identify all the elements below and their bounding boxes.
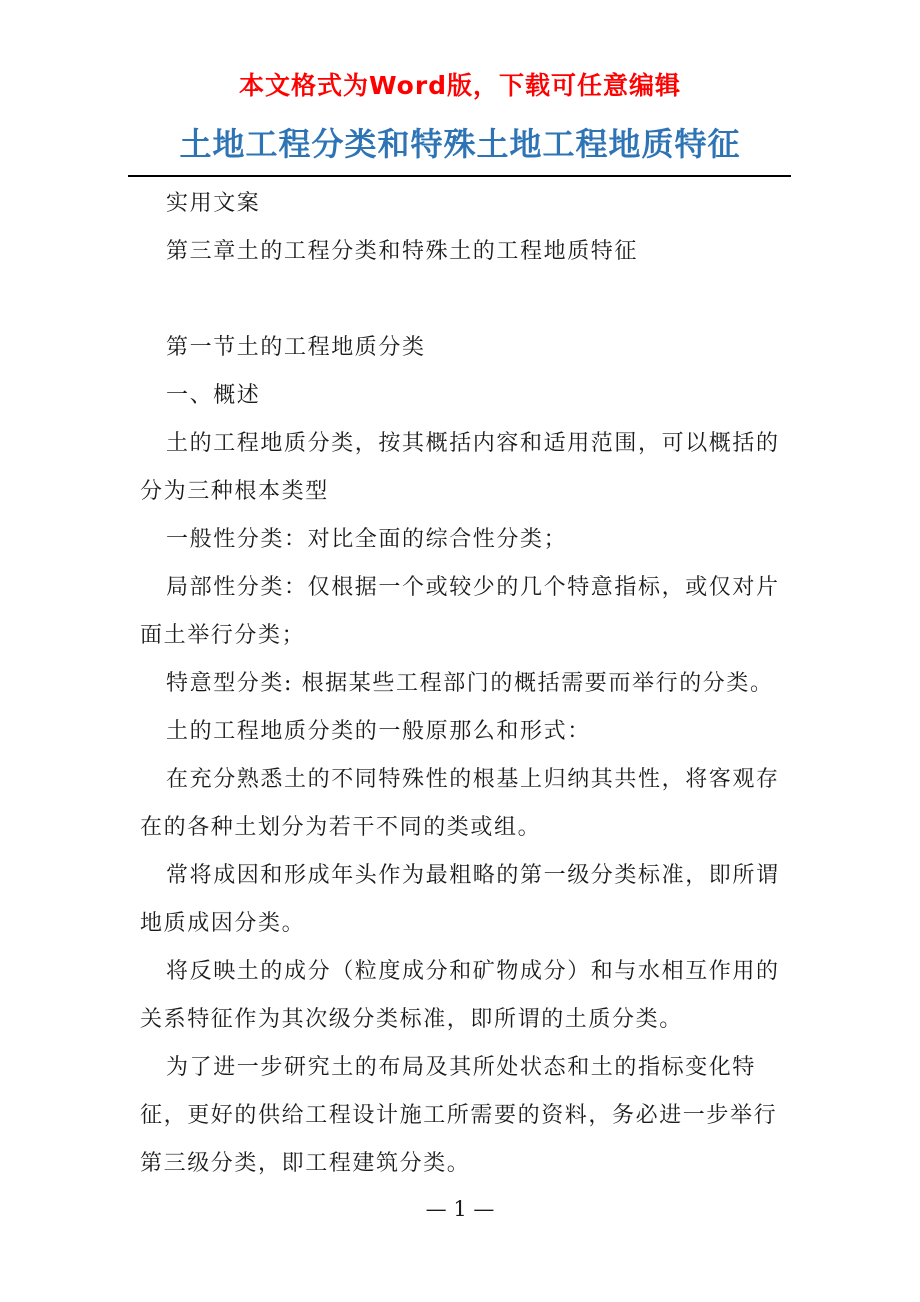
- paragraph: 特意型分类: 根据某些工程部门的概括需要而举行的分类。: [166, 671, 774, 696]
- document-title: 土地工程分类和特殊土地工程地质特征: [179, 125, 741, 163]
- paragraph: 土的工程地质分类，按其概括内容和适用范围，可以概括的分为三种根本类型: [140, 431, 780, 504]
- document-body: [140, 180, 785, 1188]
- paragraph: 将反映土的成分（粒度成分和矿物成分）和与水相互作用的关系特征作为其次级分类标准，即所谓的土质分类。: [140, 959, 780, 1032]
- paragraph: 局部性分类：仅根据一个或较少的几个特意指标，或仅对片面土举行分类；: [140, 575, 780, 648]
- subsection-heading: 一、概述: [166, 383, 261, 408]
- paragraph: 在充分熟悉土的不同特殊性的根基上归纳其共性，将客观存在的各种土划分为若干不同的类或组。: [140, 767, 780, 840]
- paragraph: 一般性分类：对比全面的综合性分类；: [166, 527, 568, 552]
- paragraph: 常将成因和形成年头作为最粗略的第一级分类标准，即所谓地质成因分类。: [140, 863, 780, 936]
- page-number: — 1 —: [425, 1197, 495, 1221]
- paragraph: 为了进一步研究土的布局及其所处状态和土的指标变化特征，更好的供给工程设计施工所需要的资料，务必进一步举行第三级分类，即工程建筑分类。: [140, 1055, 778, 1176]
- blank-line: [140, 276, 785, 324]
- paragraph: 土的工程地质分类的一般原那么和形式：: [166, 719, 591, 744]
- section-heading: 第一节土的工程地质分类: [166, 335, 426, 360]
- format-notice: 本文格式为Word版，下载可任意编辑: [238, 71, 682, 100]
- chapter-heading: 第三章土的工程分类和特殊土的工程地质特征: [166, 239, 639, 264]
- paragraph-label: 实用文案: [166, 191, 261, 216]
- title-divider: [128, 175, 791, 177]
